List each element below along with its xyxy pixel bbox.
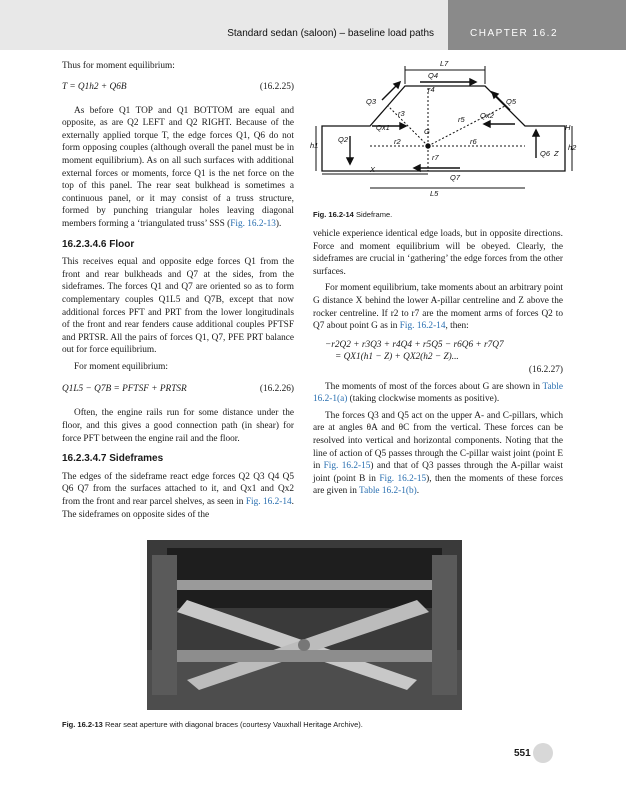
running-title: Standard sedan (saloon) – baseline load paths (227, 28, 434, 39)
figure-number: Fig. 16.2-13 (62, 720, 103, 729)
left-column (62, 60, 294, 525)
equation-line: −r2Q2 + r3Q3 + r4Q4 + r5Q5 − r6Q6 + r7Q7 (325, 339, 504, 350)
paragraph: For moment equilibrium: (74, 361, 168, 372)
table-link[interactable]: Table 16.2-1(a) (313, 381, 563, 405)
paragraph: The moments of most of the forces about G are shown in Table 16.2-1(a) (taking clockwise moments as positive). (313, 381, 563, 405)
label-r5: r5 (458, 115, 465, 124)
figure-link[interactable]: Fig. 16.2-15 (379, 473, 427, 484)
figure-link[interactable]: Fig. 16.2-13 (230, 218, 276, 229)
label-Q2: Q2 (338, 135, 349, 144)
paragraph-intro: Thus for moment equilibrium: (62, 61, 175, 71)
paragraph: The edges of the sideframe react edge forces Q2 Q3 Q4 Q5 Q6 Q7 from the surfaces attached to it, and Qx1 and Qx2 from the front and rear parcel shelves, as seen in Fig. 16.2-14. The sideframes on opposite sides of the (62, 471, 294, 520)
right-column (313, 228, 563, 502)
label-r4: r4 (428, 85, 435, 94)
label-L5: L5 (430, 189, 439, 198)
label-r2: r2 (394, 137, 401, 146)
paragraph: This receives equal and opposite edge forces Q1 from the front and rear bulkheads and Q7 at the sides, from the sideframes. The forces Q1 and Q7 are oriented so as to form complementary couples Q1L5 and Q7B, except that now additional forces PFT and PRT from the lower longitudinals of the front and rear fenders cause additional couples PFTSF and PRTSR. All the pairs of forces Q1, Q7, PFE PRT balance out for force equilibrium. (62, 257, 294, 356)
section-heading-sideframes: 16.2.3.4.7 Sideframes (62, 453, 164, 465)
label-Q4: Q4 (428, 71, 439, 80)
label-Q3: Q3 (366, 97, 377, 106)
figure-link[interactable]: Fig. 16.2-14 (399, 321, 446, 332)
equation-line: = QX1(h1 − Z) + QX2(h2 − Z)... (335, 352, 459, 363)
chapter-tab (448, 0, 626, 50)
paragraph: For moment equilibrium, take moments about an arbitrary point G distance X behind the lower A-pillar centreline and Z above the rocker centreline. If r2 to r7 are the moment arms of forces Q2 to Q7 about point G as in Fig. 16.2-14, then: (313, 283, 563, 332)
page-number-marker (533, 743, 553, 763)
label-Qx1: Qx1 (376, 123, 390, 132)
label-h1: h1 (310, 141, 319, 150)
label-Q7: Q7 (450, 173, 461, 182)
equation-number: (16.2.25) (259, 81, 294, 92)
sideframe-diagram (310, 56, 578, 206)
equation-16-2-27 (325, 339, 563, 364)
chapter-label: CHAPTER 16.2 (470, 28, 559, 39)
label-Q5: Q5 (506, 97, 517, 106)
label-h2: h2 (568, 143, 577, 152)
label-G: G (424, 127, 430, 136)
paragraph: The forces Q3 and Q5 act on the upper A- and C-pillars, which are at angles θA and θC from the vertical. These forces can be resolved into vertical and horizontal components. Noting that the line of action of Q5 passes through the C-pillar waist joint (point E in Fig. 16.2-15) and that of Q3 passes through the A-pillar waist joint (point B in Fig. 16.2-15), then the moments of these forces are given in Table 16.2-1(b). (313, 410, 564, 497)
paragraph: As before Q1 TOP and Q1 BOTTOM are equal and opposite, as are Q2 LEFT and Q2 RIGHT. Because of the externally applied torque T, the edge forces Q1, Q6 do not form opposing couples (although overall the panel must be in moment equilibrium). As on all such surfaces with additional external forces or moments, force Q1 is the net force on the top of this panel. The rear seat bulkhead is sometimes a continuous panel, or it may consist of a truss structure, formed by punching triangular holes leaving diagonal members forming a ‘triangulated truss’ SSS (Fig. 16.2-13). (62, 105, 294, 229)
figure-title: Sideframe. (355, 210, 393, 219)
paragraph: vehicle experience identical edge loads, but in opposite directions. Force and moment equilibrium will be obeyed. Clearly, the sideframes are crucial in ‘gathering’ the edge forces from the other surfaces. (313, 229, 563, 277)
label-Qx2: Qx2 (480, 111, 494, 120)
equation-number: (16.2.27) (528, 364, 563, 375)
table-link[interactable]: Table 16.2-1(b) (359, 486, 417, 497)
label-r3: r3 (398, 109, 405, 118)
label-H: H (565, 123, 571, 132)
rear-seat-aperture-photo (147, 540, 462, 710)
figure-link[interactable]: Fig. 16.2-15 (323, 461, 371, 472)
label-r7: r7 (432, 153, 439, 162)
paragraph: Often, the engine rails run for some distance under the floor, and this gives a good connection path (in shear) for force PFT between the engine rail and the floor. (62, 408, 294, 444)
label-Q6: Q6 (540, 149, 551, 158)
figure-14-caption (313, 210, 392, 219)
equation-text: T = Q1h2 + Q6B (62, 81, 127, 92)
equation-16-2-26 (62, 383, 294, 399)
equation-16-2-25 (62, 81, 294, 97)
equation-number: (16.2.26) (259, 384, 294, 395)
label-r6: r6 (470, 137, 477, 146)
label-Z: Z (554, 149, 559, 158)
label-L7: L7 (440, 59, 449, 68)
figure-caption-text: Rear seat aperture with diagonal braces (courtesy Vauxhall Heritage Archive). (104, 720, 363, 729)
figure-number: Fig. 16.2-14 (313, 210, 354, 219)
page-number: 551 (514, 748, 531, 759)
equation-text: Q1L5 − Q7B = PFTSF + PRTSR (62, 384, 187, 395)
figure-link[interactable]: Fig. 16.2-14 (245, 497, 292, 508)
figure-13-caption (62, 720, 363, 729)
label-X: X (370, 165, 376, 174)
section-heading-floor: 16.2.3.4.6 Floor (62, 238, 135, 250)
